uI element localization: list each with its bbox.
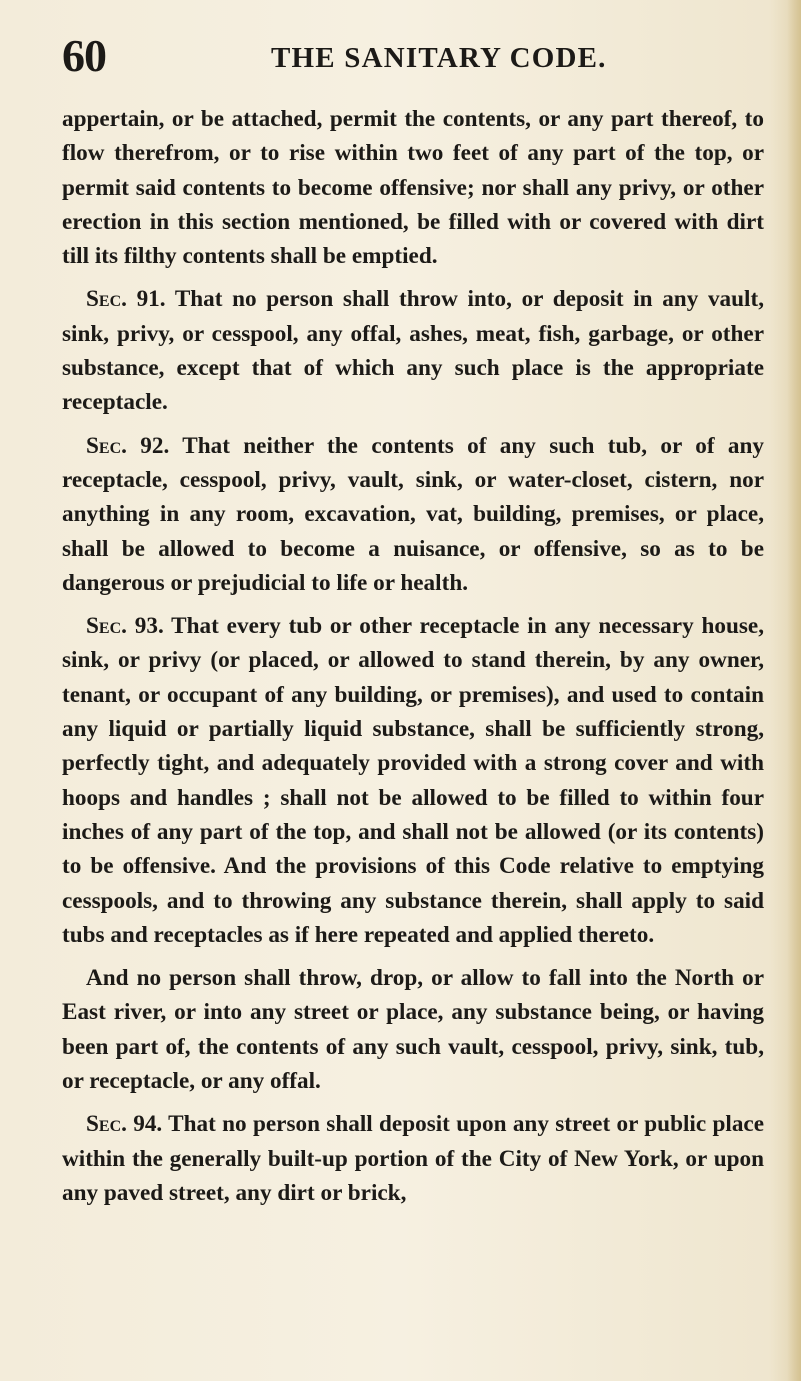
- paragraph-text: And no person shall throw, drop, or allow to fall into the North or East river, or into any street or place, any substance being, or having been part of, the contents of any such vault, cesspool, privy, sink, tub, or receptacle, or any offal.: [62, 965, 764, 1095]
- section-text: That no person shall throw into, or deposit in any vault, sink, privy, or cesspool, any offal, ashes, meat, fish, garbage, or other substance, except that of which any such place is the appropriate receptacle.: [62, 286, 764, 416]
- paragraph-continuation: [62, 102, 764, 273]
- section-text: That neither the contents of any such tub, or of any receptacle, cesspool, privy, vault, sink, or water-closet, cistern, nor anything in any room, excavation, vat, building, premises, or place, shall be allowed to become a nuisance, or offensive, so as to be dangerous or prejudicial to life or health.: [62, 432, 764, 596]
- section-94: [62, 1107, 764, 1210]
- section-label: Sec. 91.: [86, 286, 166, 313]
- section-93-continuation: [62, 961, 764, 1098]
- body-text: [62, 102, 764, 1219]
- section-91: [62, 282, 764, 419]
- section-label: Sec. 92.: [86, 432, 170, 459]
- page-edge-shading: [787, 0, 801, 1381]
- section-label: Sec. 93.: [86, 613, 164, 640]
- section-label: Sec. 94.: [86, 1111, 163, 1138]
- section-text: That no person shall deposit upon any street or public place within the generally built-up portion of the City of New York, or upon any paved street, any dirt or brick,: [62, 1111, 764, 1206]
- section-92: [62, 429, 764, 600]
- paragraph-text: appertain, or be attached, permit the contents, or any part thereof, to flow therefrom, or to rise within two feet of any part of the top, or permit said contents to become offensive; nor shall any privy, or other erection in this section mentioned, be filled with or covered with dirt till its filthy contents shall be emptied.: [62, 106, 764, 270]
- page-header: [62, 28, 782, 84]
- page-number: 60: [62, 30, 106, 81]
- section-text: That every tub or other receptacle in any necessary house, sink, or privy (or placed, or allowed to stand therein, by any owner, tenant, or occupant of any building, or premises), and used to contain any liquid or partially liquid substance, shall be sufficiently strong, perfectly tight, and adequately provided with a strong cover and with hoops and handles ; shall not be allowed to be filled to within four inches of any part of the top, and shall not be allowed (or its contents) to be offensive. And the provisions of this Code relative to emptying cesspools, and to throwing any substance therein, shall apply to said tubs and receptacles as if here repeated and applied thereto.: [62, 613, 764, 948]
- running-title: THE SANITARY CODE.: [271, 42, 607, 74]
- section-93: [62, 609, 764, 952]
